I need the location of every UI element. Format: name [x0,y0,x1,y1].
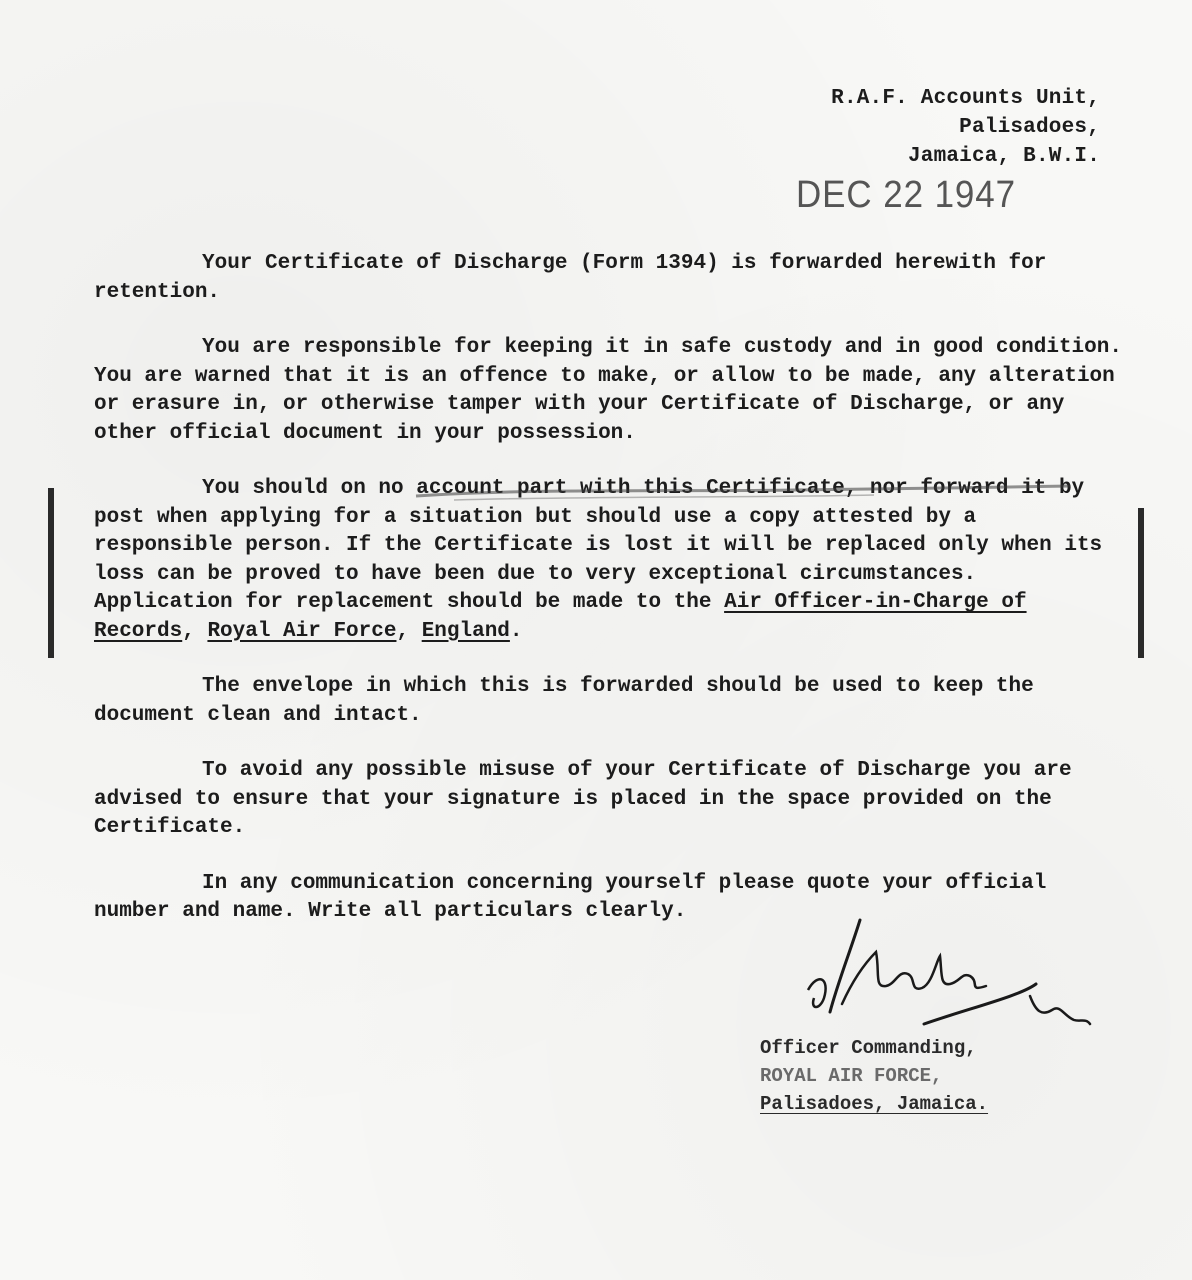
paragraph-envelope: The envelope in which this is forwarded should be used to keep the document clean and intact. [94,675,1034,727]
paragraph-responsibility: You are responsible for keeping it in safe custody and in good condition. You are warned that it is an offence to make, or allow to be made, any alteration or erasure in, or otherwise tamper with your Certificate of Discharge, or any other official document in your possession. [94,336,1122,445]
sender-address [831,84,1100,171]
paragraph-communication: In any communication concerning yourself please quote your official number and name. Write all particulars clearly. [94,871,1047,923]
signoff-block [760,1034,988,1118]
england: England [421,619,510,643]
handwritten-signature [790,912,1110,1042]
paragraph-signature: To avoid any possible misuse of your Certificate of Discharge you are advised to ensure that your signature is placed in the space provided on the Certificate. [94,759,1072,839]
ink-smudge [414,478,1074,508]
address-line-3: Jamaica, B.W.I. [907,145,1100,168]
separator-1: , [182,619,208,643]
separator-2: , [396,619,422,643]
paragraph-replacement-text: You should on no account part with this Certificate, nor forward it by post when applying for a situation but should use a copy attested by a responsible person. If the Certificate is lost it will be replaced only when its loss can be proved to have been due to very exceptional circumstances. Application for replacement should be made to the [94,477,1103,614]
margin-bar-right [1138,508,1144,658]
letter-body [94,250,1124,954]
signoff-location: Palisadoes, Jamaica. [760,1093,989,1115]
margin-bar-left [48,488,54,658]
address-line-1: R.A.F. Accounts Unit, [831,87,1100,110]
records-office: Air Officer-in-Charge of Records [94,591,1027,643]
royal-air-force: Royal Air Force [207,619,397,643]
paragraph-forwarding: Your Certificate of Discharge (Form 1394) is forwarded herewith for retention. [94,252,1047,304]
date-stamp: DEC 22 1947 [796,174,1017,216]
signoff-title: Officer Commanding, [760,1037,977,1059]
paragraph-replacement-end: . [509,619,523,643]
address-line-2: Palisadoes, [959,116,1100,139]
signoff-unit: ROYAL AIR FORCE, [760,1065,943,1087]
